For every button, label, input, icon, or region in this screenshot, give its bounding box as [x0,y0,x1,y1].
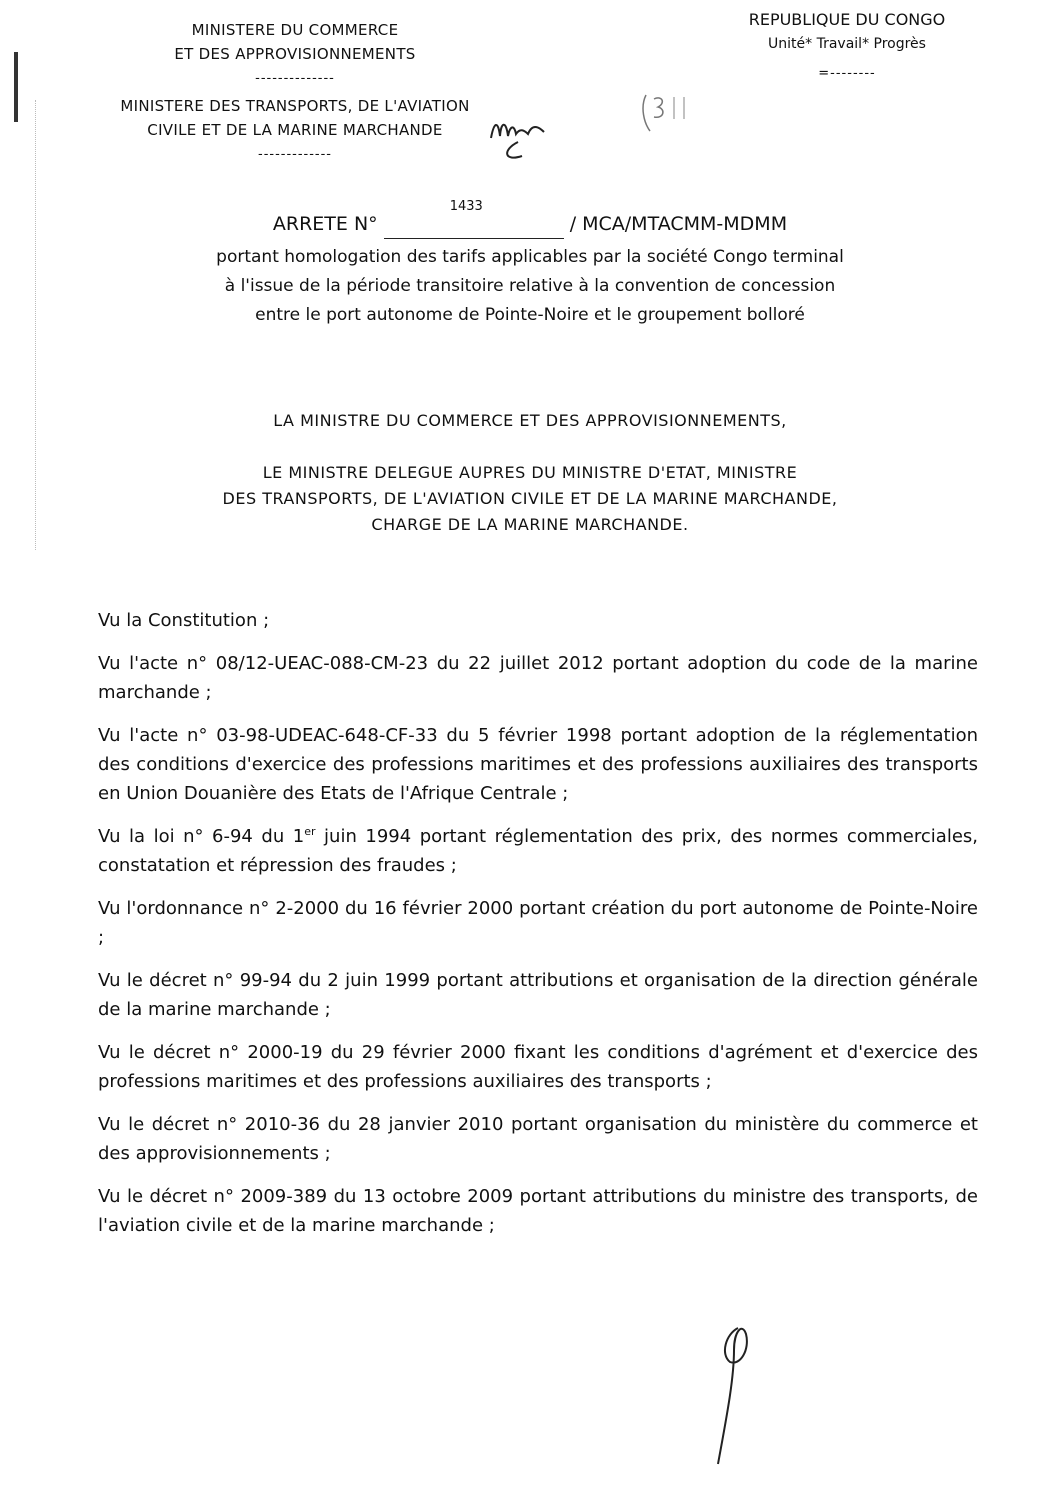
visa-item: Vu l'acte n° 08/12-UEAC-088-CM-23 du 22 juillet 2012 portant adoption du code de la marine marchande ; [98,653,978,703]
visa-item: Vu la Constitution ; [98,610,270,631]
ministry-commerce-line1: MINISTERE DU COMMERCE [191,21,399,39]
header-left [60,18,530,170]
visa-item: Vu l'ordonnance n° 2-2000 du 16 février 2000 portant création du port autonome de Pointe-Noire ; [98,898,978,948]
separator-right: =-------- [818,66,876,81]
ministry-commerce-line2: ET DES APPROVISIONNEMENTS [174,45,416,63]
minister-delegate-line1: LE MINISTRE DELEGUE AUPRES DU MINISTRE D'ETAT, MINISTRE [262,463,798,482]
decree-title [130,199,930,330]
title-line1: portant homologation des tarifs applicables par la société Congo terminal [216,247,844,267]
visa-list [98,606,978,1254]
minister-delegate [100,460,960,538]
republic-name: REPUBLIQUE DU CONGO [748,10,946,29]
arrete-number-field [384,199,564,239]
visa-item: Vu l'acte n° 03-98-UDEAC-648-CF-33 du 5 février 1998 portant adoption de la réglementation des conditions d'exercice des professions maritimes et des professions auxiliaires des transports en Union Douanière des Etats de l'Afrique Centrale ; [98,725,978,804]
visa-item: Vu le décret n° 99-94 du 2 juin 1999 portant attributions et organisation de la direction générale de la marine marchande ; [98,970,978,1020]
header-right [712,8,982,86]
visa-item: Vu le décret n° 2000-19 du 29 février 2000 fixant les conditions d'agrément et d'exercice des professions maritimes et des professions auxiliaires des transports ; [98,1042,978,1092]
separator: -------------- [255,71,335,86]
minister-delegate-line2: DES TRANSPORTS, DE L'AVIATION CIVILE ET DE LA MARINE MARCHANDE, [222,489,838,508]
visa-item: Vu le décret n° 2010-36 du 28 janvier 2010 portant organisation du ministère du commerce et des approvisionnements ; [98,1114,978,1164]
margin-mark [14,52,18,122]
republic-motto: Unité* Travail* Progrès [768,36,926,52]
arrete-label: ARRETE N° [272,213,378,235]
stamp-mark [640,89,702,137]
minister-commerce: LA MINISTRE DU COMMERCE ET DES APPROVISIONNEMENTS, [273,411,787,430]
minister-delegate-line3: CHARGE DE LA MARINE MARCHANDE. [371,515,689,534]
margin-dots [35,100,38,550]
visa-item: Vu le décret n° 2009-389 du 13 octobre 2009 portant attributions du ministre des transports, de l'aviation civile et de la marine marchande ; [98,1186,978,1236]
paraph-signature [690,1320,770,1470]
ministry-transports-line1: MINISTERE DES TRANSPORTS, DE L'AVIATION [120,97,470,115]
initials-signature [488,110,558,164]
ministry-transports-line2: CIVILE ET DE LA MARINE MARCHANDE [147,121,443,139]
title-line2: à l'issue de la période transitoire relative à la convention de concession [224,276,836,296]
arrete-reference: / MCA/MTACMM-MDMM [569,213,788,235]
title-line3: entre le port autonome de Pointe-Noire et le groupement bolloré [255,305,805,325]
arrete-line [130,199,930,239]
signatories [100,408,960,564]
visa-item: Vu la loi n° 6-94 du 1er juin 1994 portant réglementation des prix, des normes commerciales, constatation et répression des fraudes ; [98,825,978,876]
arrete-number: 1433 [449,199,483,214]
separator-2: ------------- [258,147,332,162]
